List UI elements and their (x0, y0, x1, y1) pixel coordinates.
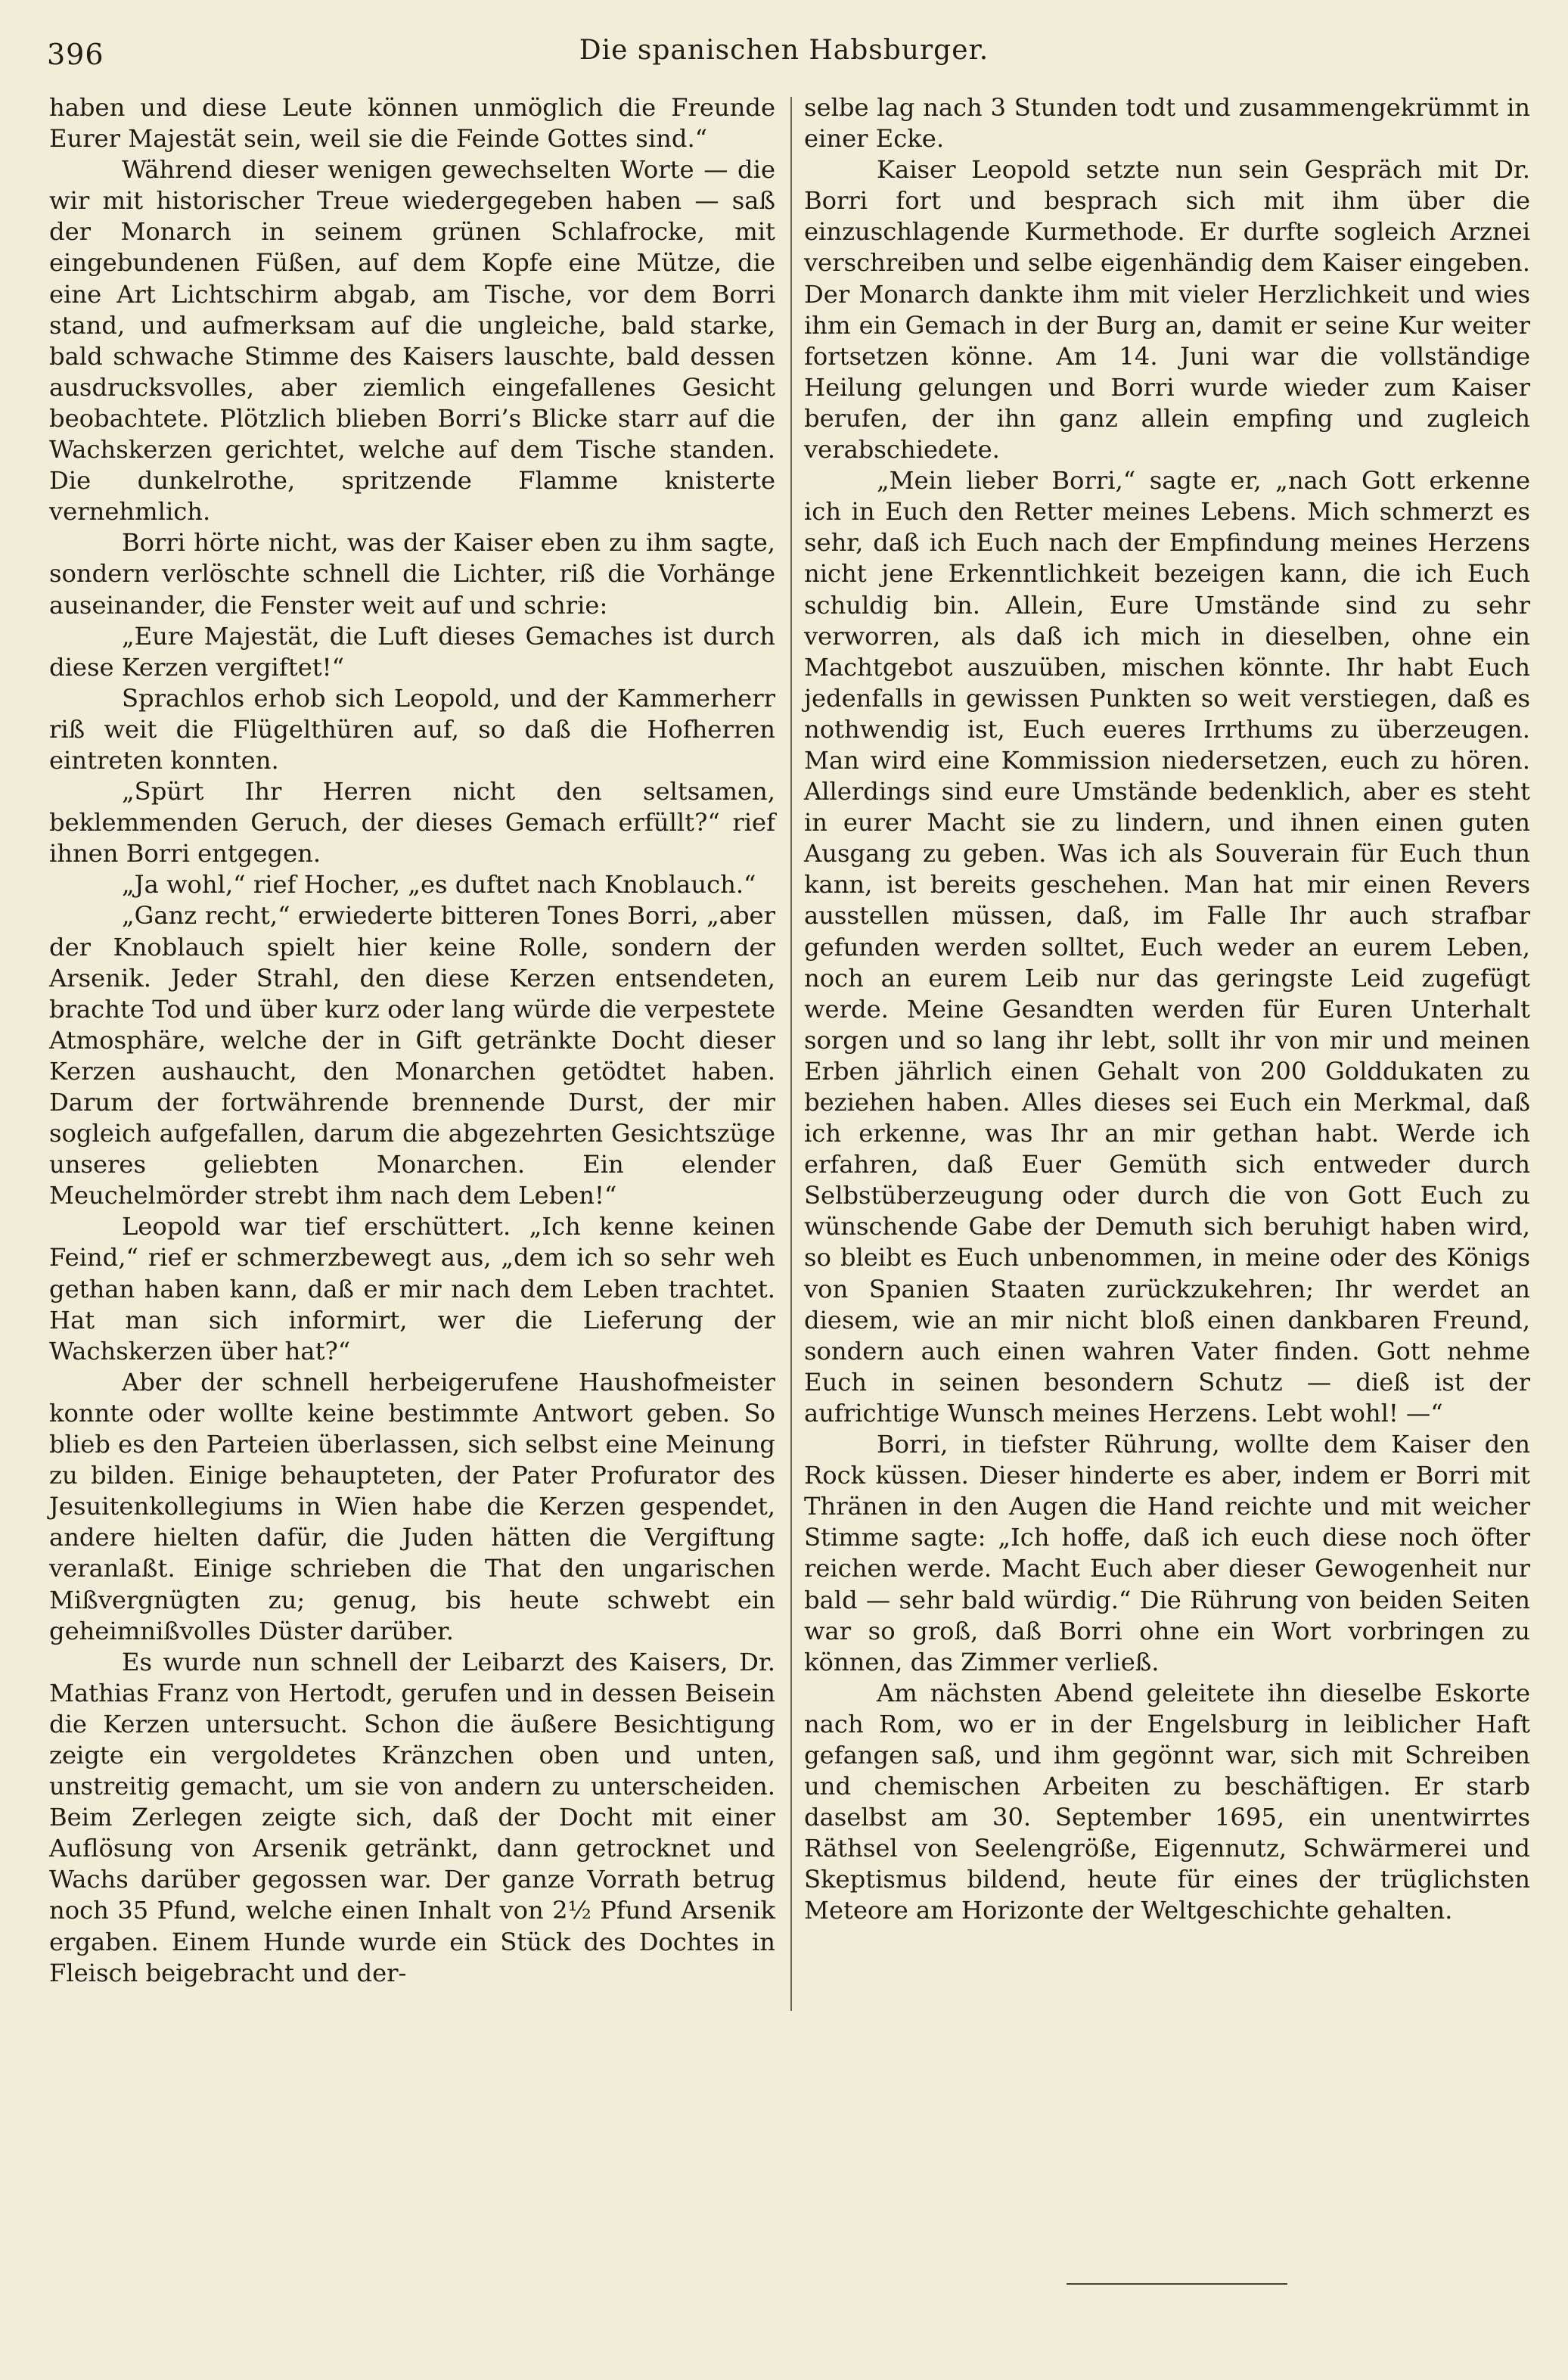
paragraph: „Ja wohl,“ rief Hocher, „es duftet nach Knoblauch.“ (122, 870, 756, 899)
end-rule (1067, 2283, 1287, 2285)
paragraph: Sprachlos erhob sich Leopold, und der Kammerherr riß weit die Flügelthüren auf, so daß die Hofherren eintreten konnten. (49, 683, 775, 775)
paragraph: Borri hörte nicht, was der Kaiser eben zu ihm sagte, sondern verlöschte schnell die Lichter, riß die Vorhänge auseinander, die Fenster weit auf und schrie: (49, 528, 775, 620)
running-title: Die spanischen Habsburger. (579, 35, 989, 66)
paragraph: Leopold war tief erschüttert. „Ich kenne keinen Feind,“ rief er schmerzbewegt aus, „dem ich so sehr weh gethan haben kann, daß er mir nach dem Leben trachtet. Hat man sich informirt, wer die Lieferung der Wachskerzen über hat?“ (49, 1212, 775, 1366)
paragraph: haben und diese Leute können unmöglich die Freunde Eurer Majestät sein, weil sie die Feinde Gottes sind.“ (49, 93, 775, 154)
paragraph: selbe lag nach 3 Stunden todt und zusammengekrümmt in einer Ecke. (804, 93, 1530, 154)
right-column (804, 92, 1530, 1927)
left-column (49, 92, 775, 1989)
paragraph: „Spürt Ihr Herren nicht den seltsamen, beklemmenden Geruch, der dieses Gemach erfüllt?“ rief ihnen Borri entgegen. (49, 777, 775, 868)
paragraph: Borri, in tiefster Rührung, wollte dem Kaiser den Rock küssen. Dieser hinderte es aber, indem er Borri mit Thränen in den Augen die Hand reichte und mit weicher Stimme sagte: „Ich hoffe, daß ich euch diese noch öfter reichen werde. Macht Euch aber dieser Gewogenheit nur bald — sehr bald würdig.“ Die Rührung von beiden Seiten war so groß, daß Borri ohne ein Wort vorbringen zu können, das Zimmer verließ. (804, 1430, 1530, 1676)
column-divider (790, 97, 792, 2011)
paragraph: Während dieser wenigen gewechselten Worte — die wir mit historischer Treue wiedergegeben haben — saß der Monarch in seinem grünen Schlafrocke, mit eingebundenen Füßen, auf dem Kopfe eine Mütze, die eine Art Lichtschirm abgab, am Tische, vor dem Borri stand, und aufmerksam auf die ungleiche, bald starke, bald schwache Stimme des Kaisers lauschte, bald dessen ausdrucksvolles, aber ziemlich eingefallenes Gesicht beobachtete. Plötzlich blieben Borri’s Blicke starr auf die Wachskerzen gerichtet, welche auf dem Tische standen. Die dunkelrothe, spritzende Flamme knisterte vernehmlich. (49, 155, 775, 527)
paragraph: Kaiser Leopold setzte nun sein Gespräch mit Dr. Borri fort und besprach sich mit ihm über die einzuschlagende Kurmethode. Er durfte sogleich Arznei verschreiben und selbe eigenhändig dem Kaiser eingeben. Der Monarch dankte ihm mit vieler Herzlichkeit und wies ihm ein Gemach in der Burg an, damit er seine Kur weiter fortsetzen könne. Am 14. Juni war die vollständige Heilung gelungen und Borri wurde wieder zum Kaiser berufen, der ihn ganz allein empfing und zugleich verabschiedete. (804, 155, 1530, 465)
paragraph: Es wurde nun schnell der Leibarzt des Kaisers, Dr. Mathias Franz von Hertodt, gerufen und in dessen Beisein die Kerzen untersucht. Schon die äußere Besichtigung zeigte ein vergoldetes Kränzchen oben und unten, unstreitig gemacht, um sie von andern zu unterscheiden. Beim Zerlegen zeigte sich, daß der Docht mit einer Auflösung von Arsenik getränkt, dann getrocknet und Wachs darüber gegossen war. Der ganze Vorrath betrug noch 35 Pfund, welche einen Inhalt von 2½ Pfund Arsenik ergaben. Einem Hunde wurde ein Stück des Dochtes in Fleisch beigebracht und der- (49, 1647, 775, 1987)
paragraph: Aber der schnell herbeigerufene Haushofmeister konnte oder wollte keine bestimmte Antwort geben. So blieb es den Parteien überlassen, sich selbst eine Meinung zu bilden. Einige behaupteten, der Pater Profurator des Jesuitenkollegiums in Wien habe die Kerzen gespendet, andere hielten dafür, die Juden hätten die Vergiftung veranlaßt. Einige schrieben die That den ungarischen Mißvergnügten zu; genug, bis heute schwebt ein geheimnißvolles Düster darüber. (49, 1367, 775, 1645)
paragraph: Am nächsten Abend geleitete ihn dieselbe Eskorte nach Rom, wo er in der Engelsburg in leiblicher Haft gefangen saß, und ihm gegönnt war, sich mit Schreiben und chemischen Arbeiten zu beschäftigen. Er starb daselbst am 30. September 1695, ein unentwirrtes Räthsel von Seelengröße, Eigennutz, Schwärmerei und Skeptismus bildend, heute für eines der trüglichsten Meteore am Horizonte der Weltgeschichte gehalten. (804, 1678, 1530, 1925)
page-number: 396 (47, 38, 104, 71)
paragraph: „Ganz recht,“ erwiederte bitteren Tones Borri, „aber der Knoblauch spielt hier keine Rolle, sondern der Arsenik. Jeder Strahl, den diese Kerzen entsendeten, brachte Tod und über kurz oder lang würde die verpestete Atmosphäre, welche der in Gift getränkte Docht dieser Kerzen aushaucht, den Monarchen getödtet haben. Darum der fortwährende brennende Durst, der mir sogleich aufgefallen, darum die abgezehrten Gesichtszüge unseres geliebten Monarchen. Ein elender Meuchelmörder strebt ihm nach dem Leben!“ (49, 901, 775, 1210)
paragraph: „Mein lieber Borri,“ sagte er, „nach Gott erkenne ich in Euch den Retter meines Lebens. Mich schmerzt es sehr, daß ich Euch nach der Empfindung meines Herzens nicht jene Erkenntlichkeit bezeigen kann, die ich Euch schuldig bin. Allein, Eure Umstände sind zu sehr verworren, als daß ich mich in dieselben, ohne ein Machtgebot auszuüben, mischen könnte. Ihr habt Euch jedenfalls in gewissen Punkten so weit verstiegen, daß es nothwendig ist, Euch eueres Irrthums zu überzeugen. Man wird eine Kommission niedersetzen, euch zu hören. Allerdings sind eure Umstände bedenklich, aber es steht in eurer Macht sie zu lindern, und ihnen einen guten Ausgang zu geben. Was ich als Souverain für Euch thun kann, ist bereits geschehen. Man hat mir einen Revers ausstellen müssen, daß, im Falle Ihr auch strafbar gefunden werden solltet, Euch weder an eurem Leben, noch an eurem Leib nur das geringste Leid zugefügt werde. Meine Gesandten werden für Euren Unterhalt sorgen und so lang ihr lebt, sollt ihr von mir und meinen Erben jährlich einen Gehalt von 200 Golddukaten zu beziehen haben. Alles dieses sei Euch ein Merkmal, daß ich erkenne, was Ihr an mir gethan habt. Werde ich erfahren, daß Euer Gemüth sich entweder durch Selbstüberzeugung oder durch die von Gott Euch zu wünschende Gabe der Demuth sich beruhigt haben wird, so bleibt es Euch unbenommen, in meine oder des Königs von Spanien Staaten zurückzukehren; Ihr werdet an diesem, wie an mir nicht bloß einen dankbaren Freund, sondern auch einen wahren Vater finden. Gott nehme Euch in seinen besondern Schutz — dieß ist der aufrichtige Wunsch meines Herzens. Lebt wohl! —“ (804, 466, 1530, 1428)
paragraph: „Eure Majestät, die Luft dieses Gemaches ist durch diese Kerzen vergiftet!“ (49, 621, 775, 682)
